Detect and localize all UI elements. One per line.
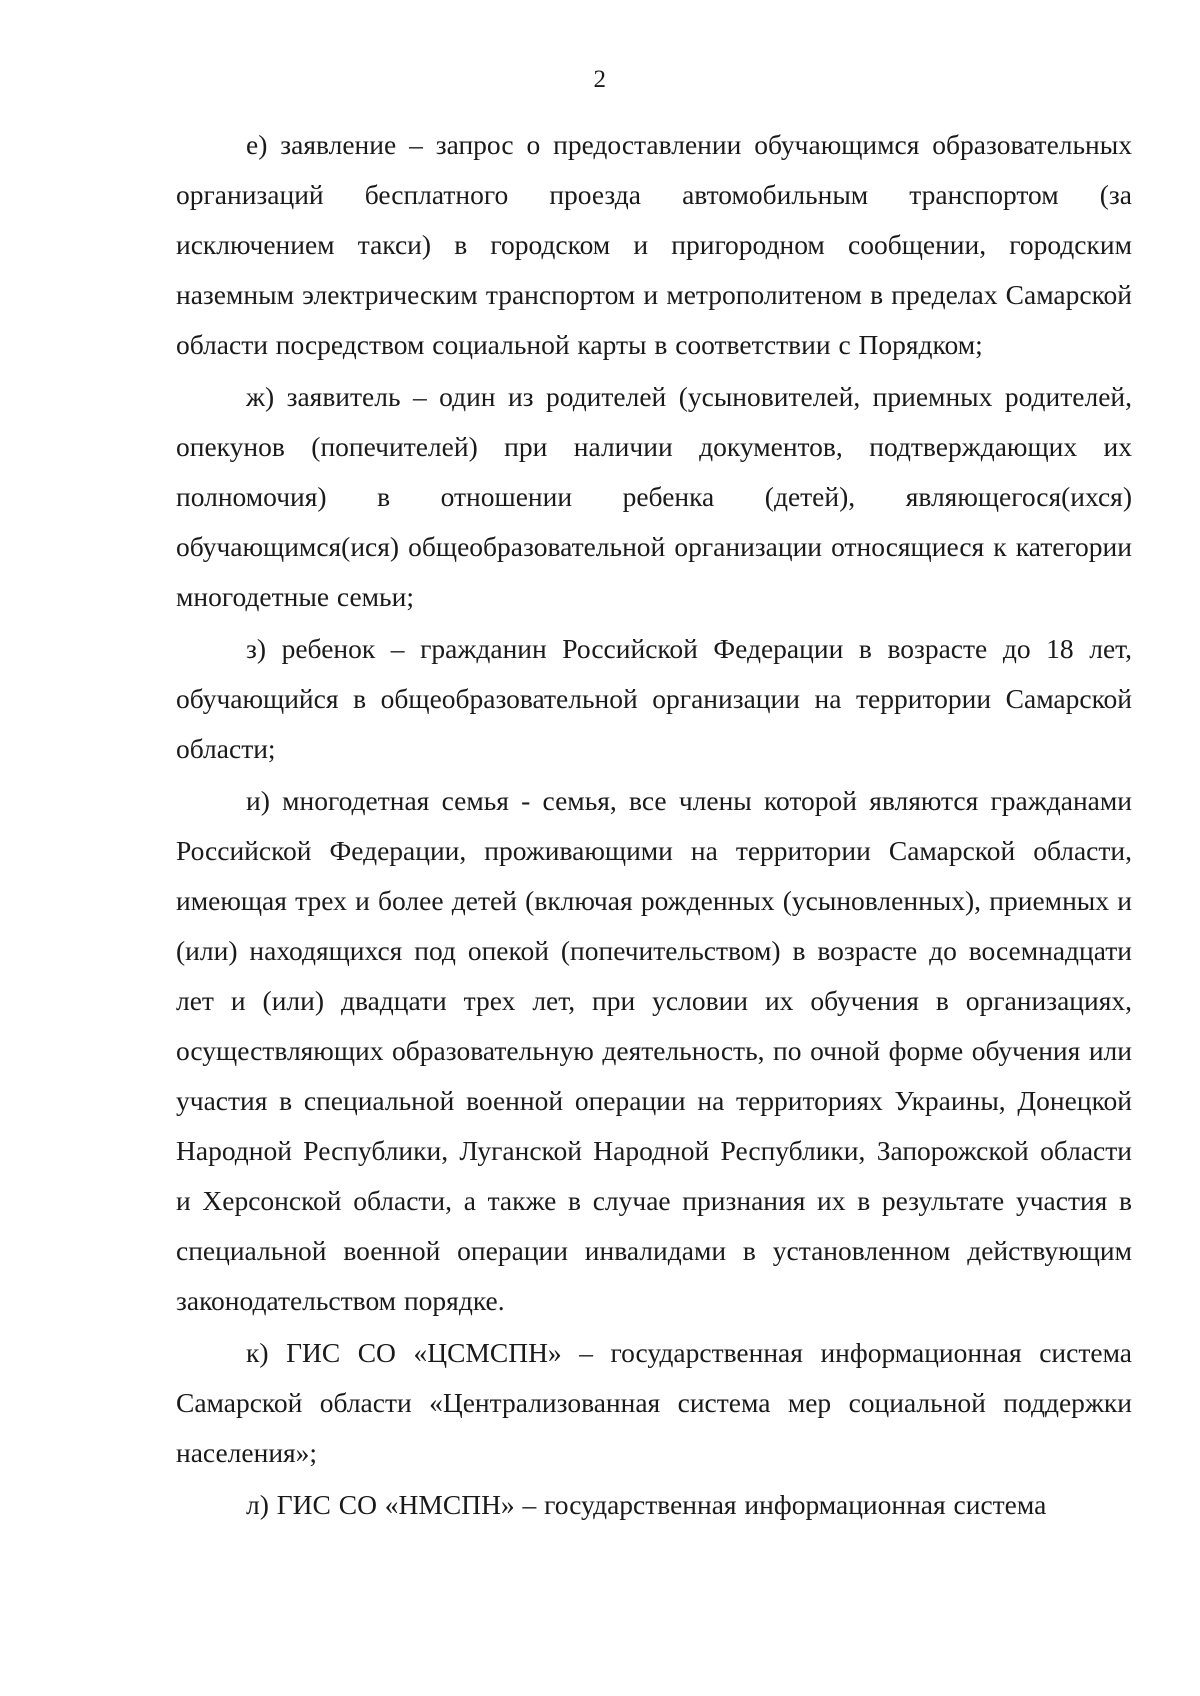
paragraph-l-gis-nmspn: л) ГИС СО «НМСПН» – государственная информационная система (246, 1489, 1047, 1520)
paragraph-e-application: е) заявление – запрос о предоставлении обучающимся образовательных организаций бесплатного проезда автомобильным транспортом (за исключением такси) в городском и пригородном сообщении, городским наземным электрическим транспортом и метрополитеном в пределах Самарской области посредством социальной карты в соответствии с Порядком; (176, 129, 1132, 360)
page-number: 2 (593, 66, 607, 93)
paragraph-i-large-family: и) многодетная семья - семья, все члены которой являются гражданами Российской Федерации, проживающими на территории Самарской области, имеющая трех и более детей (включая рожденных (усыновленных), приемных и (или) находящихся под опекой (попечительством) в возрасте до восемнадцати лет и (или) двадцати трех лет, при условии их обучения в организациях, осуществляющих образовательную деятельность, по очной форме обучения или участия в специальной военной операции на территориях Украины, Донецкой Народной Республики, Луганской Народной Республики, Запорожской области и Херсонской области, а также в случае признания их в результате участия в специальной военной операции инвалидами в установленном действующим законодательством порядке. (176, 785, 1132, 1316)
paragraph-zh-applicant: ж) заявитель – один из родителей (усыновителей, приемных родителей, опекунов (попечителей) при наличии документов, подтверждающих их полномочия) в отношении ребенка (детей), являющегося(ихся) обучающимся(ися) общеобразовательной организации относящиеся к категории многодетные семьи; (176, 381, 1132, 612)
document-body (176, 120, 1132, 1532)
paragraph-k-gis-csmspn: к) ГИС СО «ЦСМСПН» – государственная информационная система Самарской области «Централизованная система мер социальной поддержки населения»; (176, 1337, 1132, 1468)
paragraph-z-child: з) ребенок – гражданин Российской Федерации в возрасте до 18 лет, обучающийся в общеобразовательной организации на территории Самарской области; (176, 633, 1132, 764)
